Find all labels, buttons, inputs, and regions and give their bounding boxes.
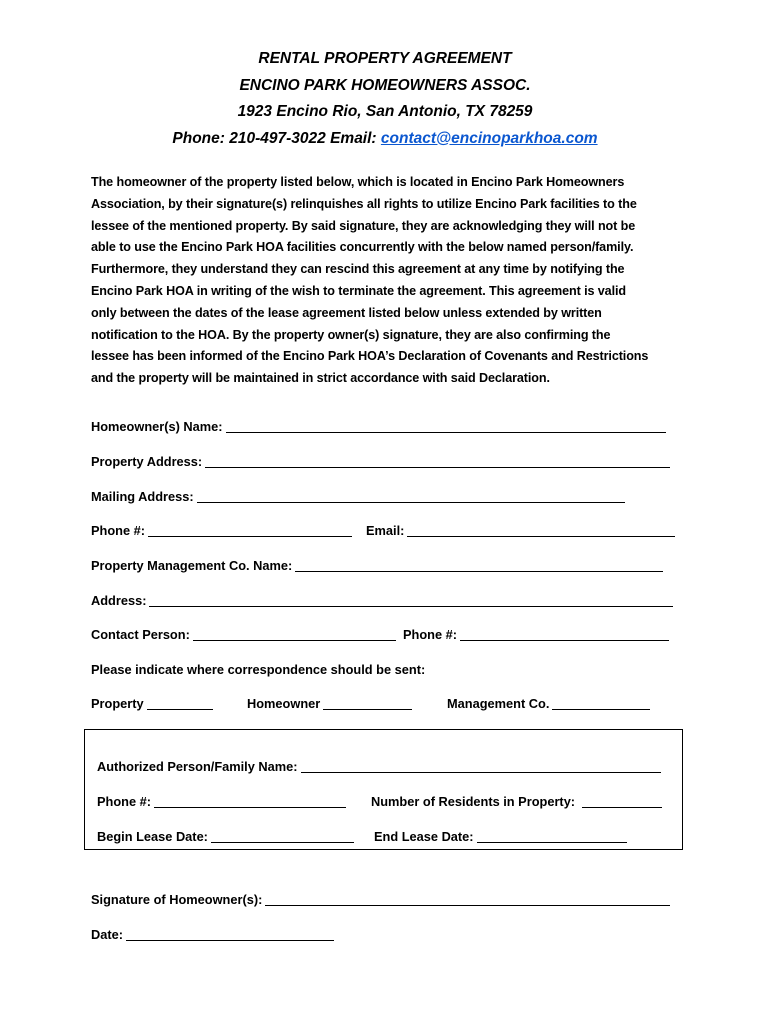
authorized-name-row <box>97 757 661 777</box>
mailing-address-field[interactable] <box>197 489 625 503</box>
lessee-phone-label: Phone #: <box>97 794 152 809</box>
contact-phone-field[interactable] <box>460 627 669 641</box>
date-field[interactable] <box>126 927 334 941</box>
paragraph-line: notification to the HOA. By the property owner(s) signature, they are also confirming the <box>91 327 611 342</box>
paragraph-line: lessee of the mentioned property. By said signature, they are acknowledging they will not be <box>91 218 636 233</box>
phone-row <box>91 521 352 541</box>
homeowner-name-field[interactable] <box>226 419 666 433</box>
paragraph-line: and the property will be maintained in strict accordance with said Declaration. <box>91 371 550 386</box>
signature-row <box>91 890 670 910</box>
paragraph-line: only between the dates of the lease agreement listed below unless extended by written <box>91 305 602 320</box>
paragraph-line: lessee has been informed of the Encino Park HOA’s Declaration of Covenants and Restrictions <box>91 349 649 364</box>
date-label: Date: <box>91 927 123 942</box>
begin-date-label: Begin Lease Date: <box>97 829 208 844</box>
mgmt-name-label: Property Management Co. Name: <box>91 558 293 573</box>
contact-person-label: Contact Person: <box>91 627 190 642</box>
mgmt-name-field[interactable] <box>295 558 663 572</box>
mgmt-address-row <box>91 591 673 611</box>
authorized-name-field[interactable] <box>301 759 661 773</box>
mgmt-name-row <box>91 556 663 576</box>
contact-person-field[interactable] <box>193 627 396 641</box>
email-field[interactable] <box>407 523 675 537</box>
paragraph-line: Furthermore, they understand they can rescind this agreement at any time by notifying the <box>91 262 625 277</box>
end-date-label: End Lease Date: <box>374 829 474 844</box>
association-address: 1923 Encino Rio, San Antonio, TX 78259 <box>237 103 533 120</box>
option-homeowner-label: Homeowner <box>247 696 321 711</box>
paragraph-line: Association, by their signature(s) relinquishes all rights to utilize Encino Park facilities to the <box>91 196 637 211</box>
mgmt-address-field[interactable] <box>149 593 673 607</box>
document-title: RENTAL PROPERTY AGREEMENT <box>258 50 512 67</box>
signature-label: Signature of Homeowner(s): <box>91 892 263 907</box>
contact-phone-row <box>403 625 669 645</box>
paragraph-line: Encino Park HOA in writing of the wish to terminate the agreement. This agreement is valid <box>91 283 626 298</box>
residents-label: Number of Residents in Property: <box>371 794 576 809</box>
begin-date-row <box>97 827 354 847</box>
paragraph-line: able to use the Encino Park HOA facilities concurrently with the below named person/family. <box>91 240 634 255</box>
option-homeowner-row <box>247 694 412 714</box>
mailing-address-row <box>91 487 625 507</box>
paragraph-line: The homeowner of the property listed below, which is located in Encino Park Homeowners <box>91 175 625 189</box>
begin-date-field[interactable] <box>211 829 354 843</box>
property-address-row <box>91 452 670 472</box>
phone-field[interactable] <box>148 523 352 537</box>
option-homeowner-field[interactable] <box>323 696 412 710</box>
property-address-label: Property Address: <box>91 454 203 469</box>
agreement-paragraph <box>91 172 691 390</box>
correspondence-prompt: Please indicate where correspondence should be sent: <box>91 662 426 677</box>
option-property-label: Property <box>91 696 144 711</box>
property-address-field[interactable] <box>205 454 670 468</box>
mgmt-address-label: Address: <box>91 593 147 608</box>
lessee-phone-field[interactable] <box>154 794 346 808</box>
association-name: ENCINO PARK HOMEOWNERS ASSOC. <box>239 76 531 94</box>
contact-phone-label: Phone #: <box>403 627 458 642</box>
document-header <box>0 46 770 152</box>
date-row <box>91 925 334 945</box>
residents-row <box>371 792 662 812</box>
option-mgmt-row <box>447 694 650 714</box>
end-date-row <box>374 827 627 847</box>
contact-person-row <box>91 625 396 645</box>
option-property-field[interactable] <box>147 696 213 710</box>
homeowner-name-label: Homeowner(s) Name: <box>91 419 223 434</box>
mailing-address-label: Mailing Address: <box>91 489 194 504</box>
email-label: Email: <box>366 523 405 538</box>
lessee-phone-row <box>97 792 346 812</box>
option-mgmt-field[interactable] <box>552 696 650 710</box>
signature-field[interactable] <box>265 892 670 906</box>
contact-line <box>0 126 770 153</box>
email-row <box>366 521 675 541</box>
homeowner-name-row <box>91 417 666 437</box>
authorized-name-label: Authorized Person/Family Name: <box>97 759 298 774</box>
email-link[interactable]: contact@encinoparkhoa.com <box>380 129 598 147</box>
option-mgmt-label: Management Co. <box>447 696 550 711</box>
phone-label: Phone #: <box>91 523 146 538</box>
residents-field[interactable] <box>582 794 662 808</box>
option-property-row <box>91 694 213 714</box>
phone-label: Phone: 210-497-3022 Email: <box>172 129 381 147</box>
end-date-field[interactable] <box>477 829 627 843</box>
